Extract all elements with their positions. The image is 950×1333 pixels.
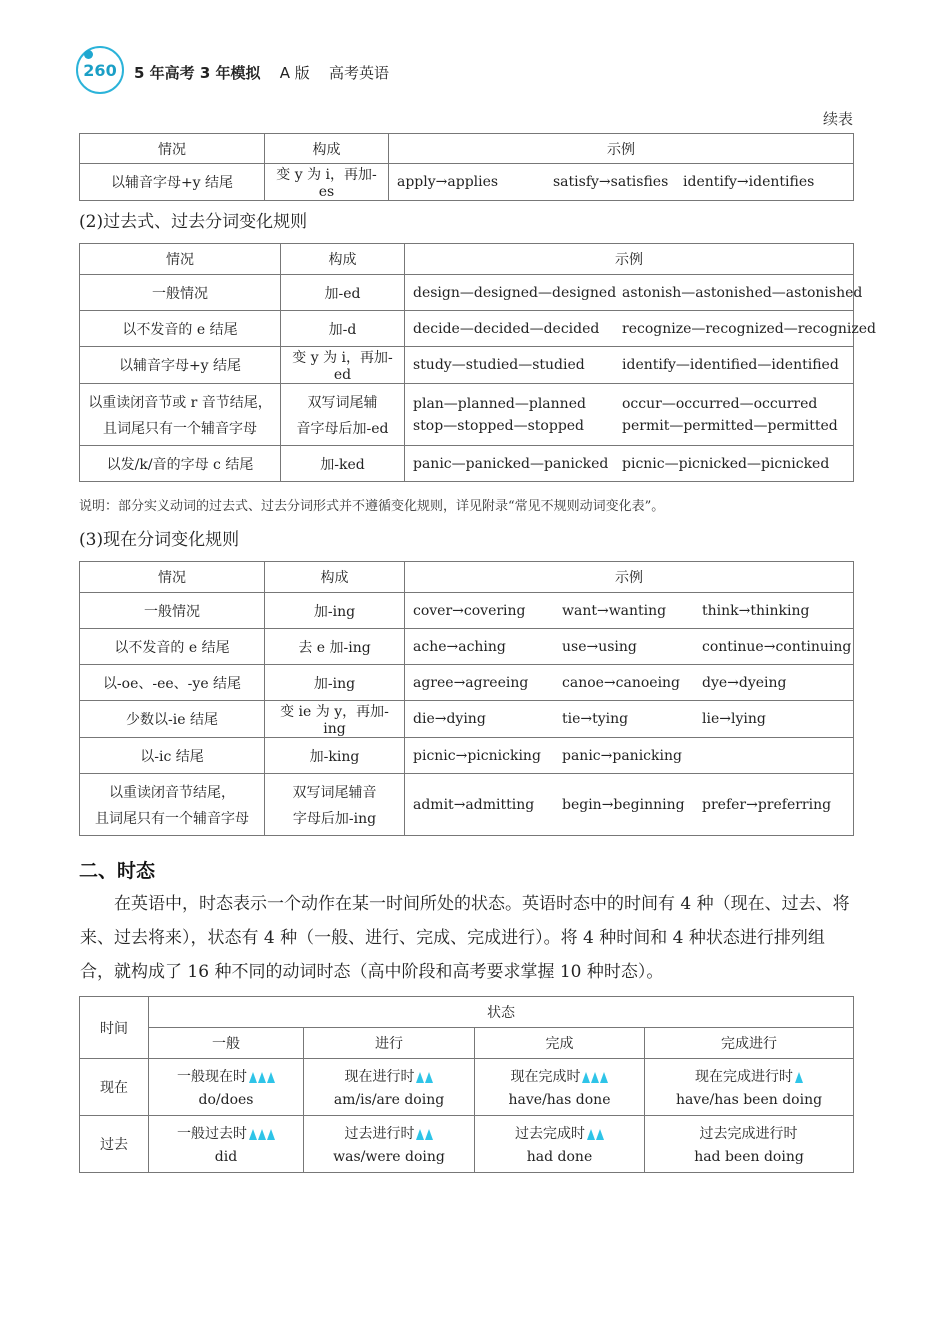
example: panic→panicking [562,747,682,764]
flame-mark [416,1072,424,1083]
present-participle-table [79,561,854,836]
rule-line: 字母后加-ing [292,810,377,827]
tense-form: did [214,1149,238,1165]
tense-cell [645,1116,854,1173]
flame-icon [416,1069,434,1085]
flame-mark [795,1072,803,1083]
case-line: 且词尾只有一个辅音字母 [95,810,249,827]
example: lie→lying [702,711,766,727]
flame-mark [249,1129,257,1140]
flame-mark [591,1072,599,1083]
table-header: 情况 [80,244,281,275]
rule-cell [281,384,405,446]
rule-cell [265,774,405,836]
rule-cell: 变 ie 为 y，再加-ing [265,701,405,738]
table-row [80,384,854,446]
example: picnic→picnicking [413,747,541,764]
example-cell [389,164,854,201]
case-cell: 一般情况 [80,593,265,629]
case-cell: 以不发音的 e 结尾 [80,311,281,347]
case-cell: 以辅音字母+y 结尾 [80,347,281,384]
tense-name: 一般现在时 [177,1069,247,1085]
example: satisfy→satisfies [553,174,669,190]
example: study—studied—studied [413,357,585,373]
example: continue→continuing [702,638,852,655]
tense-form: have/has been doing [675,1092,823,1108]
case-line: 以重读闭音节结尾， [109,784,235,801]
table-header: 示例 [405,244,854,275]
table-header: 情况 [80,562,265,593]
example: picnic—picnicked—picnicked [622,455,830,472]
case-cell: 以不发音的 e 结尾 [80,629,265,665]
table-header: 构成 [281,244,405,275]
tense-form: have/has done [508,1092,611,1108]
third-person-table [79,133,854,201]
table-row [80,629,854,665]
flame-mark [416,1129,424,1140]
flame-mark [267,1072,275,1083]
case-cell [80,384,281,446]
time-header: 时间 [80,997,149,1059]
rule-cell: 加-ked [281,446,405,482]
note-text: 说明：部分实义动词的过去式、过去分词形式并不遵循变化规则，详见附录“常见不规则动词变化表”。 [79,499,665,514]
example: identify—identified—identified [622,357,839,373]
tense-table [79,996,854,1173]
tense-cell [304,1059,475,1116]
rule-cell: 加-king [265,738,405,774]
flame-mark [258,1129,266,1140]
tense-form: was/were doing [333,1149,445,1165]
subject-label: 高考英语 [329,64,390,82]
example-cell [405,665,854,701]
flame-mark [425,1072,433,1083]
example: identify→identifies [683,174,815,190]
flame-icon [586,1126,604,1142]
page-number: 260 [83,60,117,80]
case-line: 以重读闭音节或 r 音节结尾， [88,394,272,411]
section-title-past: (2)过去式、过去分词变化规则 [79,212,308,232]
case-cell: 少数以-ie 结尾 [80,701,265,738]
state-column-header: 进行 [304,1028,475,1059]
flame-icon [248,1069,275,1085]
example-cell [405,311,877,347]
example: apply→applies [397,174,499,190]
edition-label: A 版 [279,64,310,82]
example-cell [405,593,854,629]
example: use→using [562,638,637,655]
tense-name: 过去完成进行时 [699,1126,798,1142]
flame-mark [596,1129,604,1140]
tense-cell [475,1116,645,1173]
flame-mark [249,1072,257,1083]
continued-label: 续表 [822,110,853,128]
state-column-header: 完成进行 [645,1028,854,1059]
flame-mark [587,1129,595,1140]
table-row [80,1059,854,1116]
flame-mark [258,1072,266,1083]
example: think→thinking [702,602,810,619]
flame-icon [794,1069,803,1085]
flame-icon [248,1126,275,1142]
case-cell [80,774,265,836]
table-row [80,665,854,701]
badge-dot-icon [84,50,93,59]
example-cell [405,347,854,384]
case-cell: 以-ic 结尾 [80,738,265,774]
section-title-present-participle: (3)现在分词变化规则 [79,530,240,550]
rule-cell: 变 y 为 i，再加-es [265,164,389,201]
table-header: 示例 [405,562,854,593]
tense-form: had done [526,1149,593,1165]
rule-cell: 变 y 为 i，再加-ed [281,347,405,384]
rule-line: 双写词尾辅音 [292,784,377,801]
table-header: 构成 [265,134,389,164]
tense-paragraph: 在英语中，时态表示一个动作在某一时间所处的状态。英语时态中的时间有 4 种（现在、过去、将来、过去将来），状态有 4 种（一般、进行、完成、完成进行）。将 4 种时间和 4 种状态进行排列组合，就构成了 16 种不同的动词时态（高中阶段和高考要求掌握 10 种时态）。 [80,894,850,982]
example: prefer→preferring [702,796,832,813]
table-row [80,701,854,738]
rule-cell: 加-ing [265,665,405,701]
series-title: 5 年高考 3 年模拟 [134,64,261,82]
rule-cell: 加-ing [265,593,405,629]
example: plan—planned—planned [413,395,586,412]
state-header: 状态 [149,997,854,1028]
state-column-header: 一般 [149,1028,304,1059]
example-cell [405,774,854,836]
table-row [80,1116,854,1173]
example: agree→agreeing [413,674,529,691]
time-cell: 过去 [80,1116,149,1173]
rule-cell: 去 e 加-ing [265,629,405,665]
case-cell: 一般情况 [80,275,281,311]
example: want→wanting [562,602,667,619]
state-column-header: 完成 [475,1028,645,1059]
example: occur—occurred—occurred [622,395,818,412]
tense-form: do/does [198,1092,254,1108]
example: canoe→canoeing [562,674,681,691]
tense-cell [304,1116,475,1173]
tense-name: 现在完成时 [510,1069,581,1085]
case-cell: 以发/k/音的字母 c 结尾 [80,446,281,482]
table-row [80,738,854,774]
example-cell [405,446,854,482]
flame-icon [582,1069,609,1085]
example-cell [405,384,854,446]
table-row [80,446,854,482]
flame-mark [582,1072,590,1083]
example: design—designed—designed [413,284,617,301]
table-row [80,347,854,384]
case-cell: 以辅音字母+y 结尾 [80,164,265,201]
heading-tense: 二、时态 [79,860,156,882]
example: ache→aching [413,638,506,655]
tense-cell [149,1059,304,1116]
case-cell: 以-oe、-ee、-ye 结尾 [80,665,265,701]
example: astonish—astonished—astonished [622,284,863,301]
tense-name: 过去完成时 [515,1126,585,1142]
past-tense-table [79,243,877,482]
tense-name: 现在完成进行时 [695,1069,793,1085]
example: stop—stopped—stopped [413,417,585,434]
rule-line: 双写词尾辅 [307,394,378,411]
flame-mark [425,1129,433,1140]
tense-form: am/is/are doing [333,1092,445,1108]
tense-cell [475,1059,645,1116]
flame-icon [416,1126,434,1142]
tense-cell [149,1116,304,1173]
tense-name: 现在进行时 [344,1069,415,1085]
tense-form: had been doing [694,1149,804,1165]
table-row [80,311,854,347]
tense-cell [645,1059,854,1116]
page-number-badge [76,46,124,94]
example: die→dying [413,711,486,727]
example: dye→dyeing [702,674,787,691]
time-cell: 现在 [80,1059,149,1116]
table-row [80,164,854,201]
flame-mark [267,1129,275,1140]
example: tie→tying [562,711,629,727]
flame-mark [600,1072,608,1083]
example-cell [405,275,863,311]
example: admit→admitting [413,796,535,813]
example-cell [405,738,854,774]
table-header: 示例 [389,134,854,164]
table-row [80,774,854,836]
example: panic—panicked—panicked [413,455,609,472]
table-row [80,593,854,629]
book-title [134,62,403,83]
example: begin→beginning [562,796,685,813]
rule-line: 音字母后加-ed [296,420,389,437]
example: cover→covering [413,602,526,619]
example: permit—permitted—permitted [622,417,838,434]
case-line: 且词尾只有一个辅音字母 [103,420,257,437]
table-header: 情况 [80,134,265,164]
rule-cell: 加-d [281,311,405,347]
example-cell [405,701,854,738]
tense-name: 一般过去时 [177,1126,247,1142]
tense-name: 过去进行时 [344,1126,415,1142]
example: recognize—recognized—recognized [622,320,877,337]
example: decide—decided—decided [413,320,600,337]
table-row [80,275,854,311]
table-header: 构成 [265,562,405,593]
rule-cell: 加-ed [281,275,405,311]
example-cell [405,629,854,665]
